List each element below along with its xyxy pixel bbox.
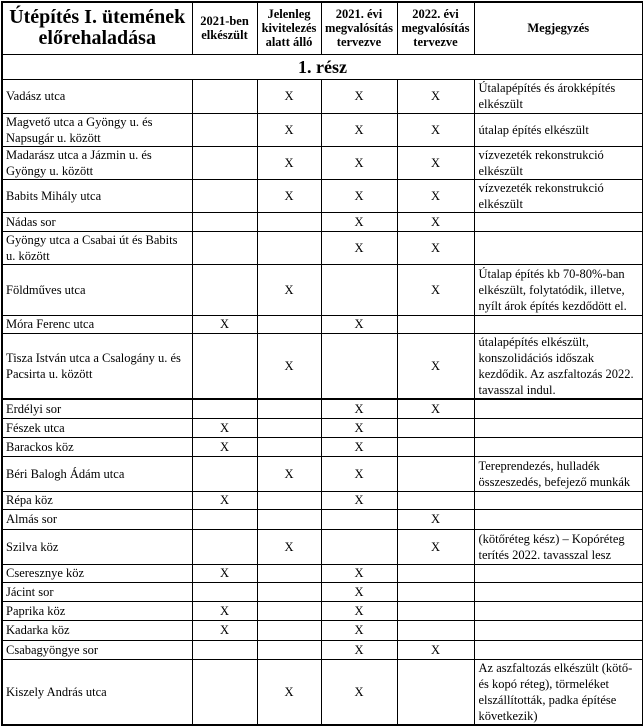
planned-2021-cell: X [321, 640, 397, 659]
table-row [2, 456, 643, 491]
in-progress-cell: X [257, 146, 321, 179]
table-row [2, 582, 643, 601]
table-row [2, 437, 643, 456]
note-cell [474, 601, 643, 620]
planned-2022-cell [397, 582, 474, 601]
planned-2022-cell: X [397, 146, 474, 179]
planned-2021-cell: X [321, 582, 397, 601]
street-name-cell: Répa köz [2, 491, 192, 509]
planned-2021-cell: X [321, 456, 397, 491]
in-progress-cell: X [257, 529, 321, 564]
done-2021-cell: X [192, 564, 257, 582]
planned-2021-cell: X [321, 399, 397, 418]
planned-2022-cell [397, 620, 474, 640]
planned-2021-cell: X [321, 146, 397, 179]
planned-2022-cell [397, 564, 474, 582]
street-name-cell: Almás sor [2, 509, 192, 529]
col-header-planned-2021: 2021. évi megvalósítás tervezve [321, 2, 397, 54]
done-2021-cell [192, 212, 257, 231]
street-name-cell: Kiszely András utca [2, 659, 192, 725]
table-row [2, 146, 643, 179]
in-progress-cell [257, 418, 321, 437]
planned-2021-cell: X [321, 601, 397, 620]
street-name-cell: Fészek utca [2, 418, 192, 437]
street-name-cell: Csabagyöngye sor [2, 640, 192, 659]
table-row [2, 529, 643, 564]
planned-2021-cell: X [321, 179, 397, 212]
in-progress-cell [257, 231, 321, 264]
done-2021-cell [192, 79, 257, 113]
table-row [2, 212, 643, 231]
note-cell: útalapépítés elkészült, konszolidációs időszak kezdődik. Az aszfaltozás 2022. tavasszal indul. [474, 333, 643, 399]
done-2021-cell [192, 113, 257, 146]
in-progress-cell [257, 640, 321, 659]
note-cell: Tereprendezés, hulladék összeszedés, befejező munkák [474, 456, 643, 491]
table-row [2, 79, 643, 113]
street-name-cell: Szilva köz [2, 529, 192, 564]
planned-2021-cell [321, 264, 397, 315]
in-progress-cell [257, 582, 321, 601]
table-row [2, 231, 643, 264]
in-progress-cell: X [257, 659, 321, 725]
in-progress-cell: X [257, 264, 321, 315]
in-progress-cell [257, 315, 321, 333]
in-progress-cell [257, 437, 321, 456]
note-cell: Útalapépítés és árokképítés elkészült [474, 79, 643, 113]
street-name-cell: Földműves utca [2, 264, 192, 315]
planned-2022-cell: X [397, 179, 474, 212]
table-row [2, 491, 643, 509]
planned-2021-cell: X [321, 418, 397, 437]
planned-2022-cell [397, 437, 474, 456]
street-name-cell: Barackos köz [2, 437, 192, 456]
note-cell [474, 640, 643, 659]
note-cell: Útalap építés kb 70-80%-ban elkészült, folytatódik, illetve, nyílt árok építés kezdődött el. [474, 264, 643, 315]
done-2021-cell: X [192, 620, 257, 640]
street-name-cell: Tisza István utca a Csalogány u. és Pacsirta u. között [2, 333, 192, 399]
planned-2022-cell [397, 659, 474, 725]
done-2021-cell: X [192, 437, 257, 456]
done-2021-cell [192, 659, 257, 725]
planned-2022-cell [397, 315, 474, 333]
note-cell [474, 212, 643, 231]
done-2021-cell: X [192, 315, 257, 333]
street-name-cell: Paprika köz [2, 601, 192, 620]
planned-2021-cell: X [321, 231, 397, 264]
col-header-in-progress: Jelenleg kivitelezés alatt álló [257, 2, 321, 54]
planned-2022-cell [397, 456, 474, 491]
table-row [2, 179, 643, 212]
table-row [2, 418, 643, 437]
street-name-cell: Madarász utca a Jázmin u. és Gyöngy u. között [2, 146, 192, 179]
done-2021-cell [192, 456, 257, 491]
done-2021-cell [192, 231, 257, 264]
table-row [2, 640, 643, 659]
street-name-cell: Móra Ferenc utca [2, 315, 192, 333]
note-cell [474, 437, 643, 456]
planned-2022-cell: X [397, 231, 474, 264]
col-header-done-2021: 2021-ben elkészült [192, 2, 257, 54]
planned-2021-cell [321, 529, 397, 564]
done-2021-cell [192, 509, 257, 529]
street-name-cell: Vadász utca [2, 79, 192, 113]
planned-2022-cell: X [397, 79, 474, 113]
street-name-cell: Béri Balogh Ádám utca [2, 456, 192, 491]
in-progress-cell [257, 399, 321, 418]
planned-2022-cell: X [397, 399, 474, 418]
planned-2022-cell: X [397, 264, 474, 315]
street-name-cell: Nádas sor [2, 212, 192, 231]
done-2021-cell [192, 179, 257, 212]
table-row [2, 509, 643, 529]
planned-2021-cell: X [321, 212, 397, 231]
planned-2022-cell [397, 418, 474, 437]
section-row [2, 54, 643, 79]
note-cell [474, 315, 643, 333]
street-name-cell: Gyöngy utca a Csabai út és Babits u. között [2, 231, 192, 264]
in-progress-cell: X [257, 79, 321, 113]
note-cell: vízvezeték rekonstrukció elkészült [474, 146, 643, 179]
done-2021-cell [192, 529, 257, 564]
planned-2021-cell: X [321, 79, 397, 113]
col-header-note: Megjegyzés [474, 2, 643, 54]
street-name-cell: Erdélyi sor [2, 399, 192, 418]
section-label: 1. rész [2, 54, 643, 79]
street-name-cell: Kadarka köz [2, 620, 192, 640]
planned-2021-cell: X [321, 113, 397, 146]
in-progress-cell: X [257, 179, 321, 212]
street-name-cell: Cseresznye köz [2, 564, 192, 582]
done-2021-cell [192, 264, 257, 315]
in-progress-cell [257, 491, 321, 509]
planned-2021-cell: X [321, 437, 397, 456]
road-construction-progress-table [1, 1, 643, 726]
note-cell: útalap építés elkészült [474, 113, 643, 146]
planned-2022-cell [397, 491, 474, 509]
street-name-cell: Babits Mihály utca [2, 179, 192, 212]
planned-2021-cell: X [321, 620, 397, 640]
table-row [2, 564, 643, 582]
planned-2022-cell: X [397, 529, 474, 564]
note-cell [474, 418, 643, 437]
planned-2022-cell: X [397, 509, 474, 529]
table-row [2, 399, 643, 418]
in-progress-cell: X [257, 113, 321, 146]
note-cell [474, 620, 643, 640]
planned-2021-cell: X [321, 315, 397, 333]
note-cell: vízvezeték rekonstrukció elkészült [474, 179, 643, 212]
table-header-row [2, 2, 643, 54]
note-cell [474, 399, 643, 418]
street-name-cell: Magvető utca a Gyöngy u. és Napsugár u. között [2, 113, 192, 146]
in-progress-cell [257, 620, 321, 640]
note-cell [474, 564, 643, 582]
table-row [2, 113, 643, 146]
in-progress-cell [257, 564, 321, 582]
table-title-header: Útépítés I. ütemének előrehaladása [2, 2, 192, 54]
note-cell [474, 231, 643, 264]
col-header-planned-2022: 2022. évi megvalósítás tervezve [397, 2, 474, 54]
done-2021-cell: X [192, 491, 257, 509]
planned-2021-cell: X [321, 564, 397, 582]
planned-2022-cell: X [397, 212, 474, 231]
done-2021-cell: X [192, 418, 257, 437]
note-cell [474, 509, 643, 529]
planned-2022-cell [397, 601, 474, 620]
done-2021-cell [192, 399, 257, 418]
planned-2021-cell [321, 333, 397, 399]
table-row [2, 264, 643, 315]
table-row [2, 620, 643, 640]
done-2021-cell: X [192, 601, 257, 620]
planned-2022-cell: X [397, 333, 474, 399]
in-progress-cell [257, 601, 321, 620]
done-2021-cell [192, 640, 257, 659]
planned-2021-cell [321, 509, 397, 529]
done-2021-cell [192, 146, 257, 179]
done-2021-cell [192, 582, 257, 601]
done-2021-cell [192, 333, 257, 399]
table-row [2, 315, 643, 333]
in-progress-cell [257, 212, 321, 231]
planned-2022-cell: X [397, 640, 474, 659]
planned-2021-cell: X [321, 659, 397, 725]
in-progress-cell: X [257, 333, 321, 399]
street-name-cell: Jácint sor [2, 582, 192, 601]
note-cell [474, 491, 643, 509]
table-row [2, 659, 643, 725]
planned-2022-cell: X [397, 113, 474, 146]
in-progress-cell [257, 509, 321, 529]
table-row [2, 333, 643, 399]
note-cell: (kötőréteg kész) – Kopóréteg terítés 2022. tavasszal lesz [474, 529, 643, 564]
in-progress-cell: X [257, 456, 321, 491]
planned-2021-cell: X [321, 491, 397, 509]
table-row [2, 601, 643, 620]
note-cell [474, 582, 643, 601]
note-cell: Az aszfaltozás elkészült (kötő- és kopó réteg), törmeléket elszállították, padka építése következik) [474, 659, 643, 725]
